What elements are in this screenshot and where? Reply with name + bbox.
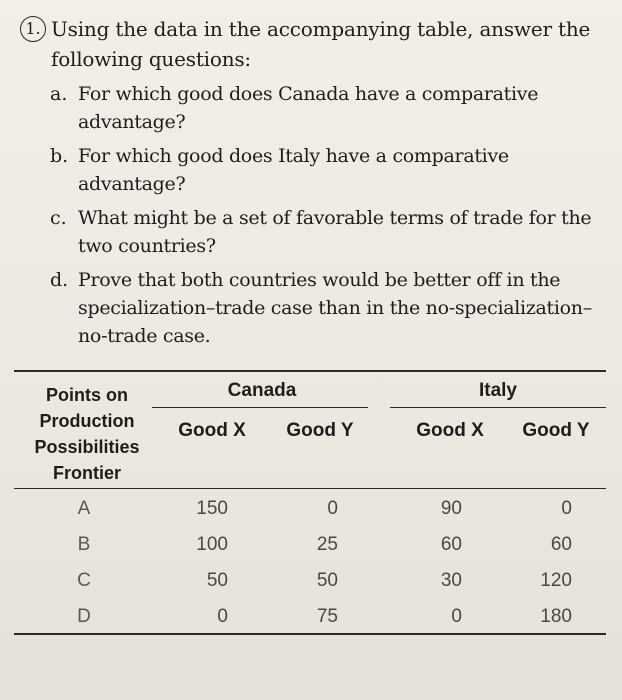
cell-canada-x: 0: [217, 606, 228, 627]
country-header-canada: Canada: [227, 380, 297, 401]
part-letter: b.: [50, 145, 69, 167]
part-text: For which good does Canada have a comparative advantage?: [78, 83, 539, 133]
part-letter: c.: [50, 207, 67, 229]
subheader-canada-good-x: Good X: [178, 420, 246, 441]
question-part-d: [50, 266, 610, 350]
cell-canada-x: 100: [196, 534, 228, 555]
table-header-rule: [14, 488, 606, 489]
part-text: What might be a set of favorable terms of trade for the two countries?: [78, 207, 592, 257]
question-block: [20, 14, 610, 356]
country-header-italy: Italy: [478, 380, 518, 401]
cell-italy-x: 60: [440, 534, 462, 555]
row-point-b: B: [77, 534, 91, 555]
cell-canada-y: 50: [316, 570, 338, 591]
cell-italy-x: 30: [440, 570, 462, 591]
row-point-c: C: [77, 570, 91, 591]
row-point-a: A: [77, 498, 91, 519]
question-part-a: [50, 80, 610, 136]
question-parts: [20, 80, 610, 350]
question-header: [20, 14, 610, 74]
cell-italy-y: 180: [540, 606, 572, 627]
question-number: 1.: [20, 16, 46, 42]
stub-header: Points on Production Possibilities Frontier: [34, 385, 140, 483]
table-top-rule: [14, 370, 606, 372]
part-text: For which good does Italy have a comparative advantage?: [78, 145, 509, 195]
cell-italy-y: 120: [540, 570, 572, 591]
part-letter: a.: [50, 83, 68, 105]
italy-group-rule: [390, 407, 606, 408]
cell-italy-x: 90: [440, 498, 462, 519]
cell-canada-y: 75: [316, 606, 338, 627]
part-text: Prove that both countries would be better off in the specialization–trade case than in the no-specialization–no-trade case.: [78, 269, 592, 347]
subheader-italy-good-y: Good Y: [522, 420, 590, 441]
part-letter: d.: [50, 269, 69, 291]
cell-canada-x: 50: [206, 570, 228, 591]
cell-italy-y: 0: [561, 498, 572, 519]
cell-italy-y: 60: [550, 534, 572, 555]
question-intro: Using the data in the accompanying table, answer the following questions:: [51, 17, 591, 71]
row-point-d: D: [77, 606, 91, 627]
question-part-c: [50, 204, 610, 260]
subheader-italy-good-x: Good X: [416, 420, 484, 441]
subheader-canada-good-y: Good Y: [286, 420, 354, 441]
table-bottom-rule: [14, 633, 606, 635]
cell-italy-x: 0: [451, 606, 462, 627]
question-part-b: [50, 142, 610, 198]
canada-group-rule: [152, 407, 368, 408]
cell-canada-y: 0: [327, 498, 338, 519]
cell-canada-y: 25: [316, 534, 338, 555]
cell-canada-x: 150: [196, 498, 228, 519]
